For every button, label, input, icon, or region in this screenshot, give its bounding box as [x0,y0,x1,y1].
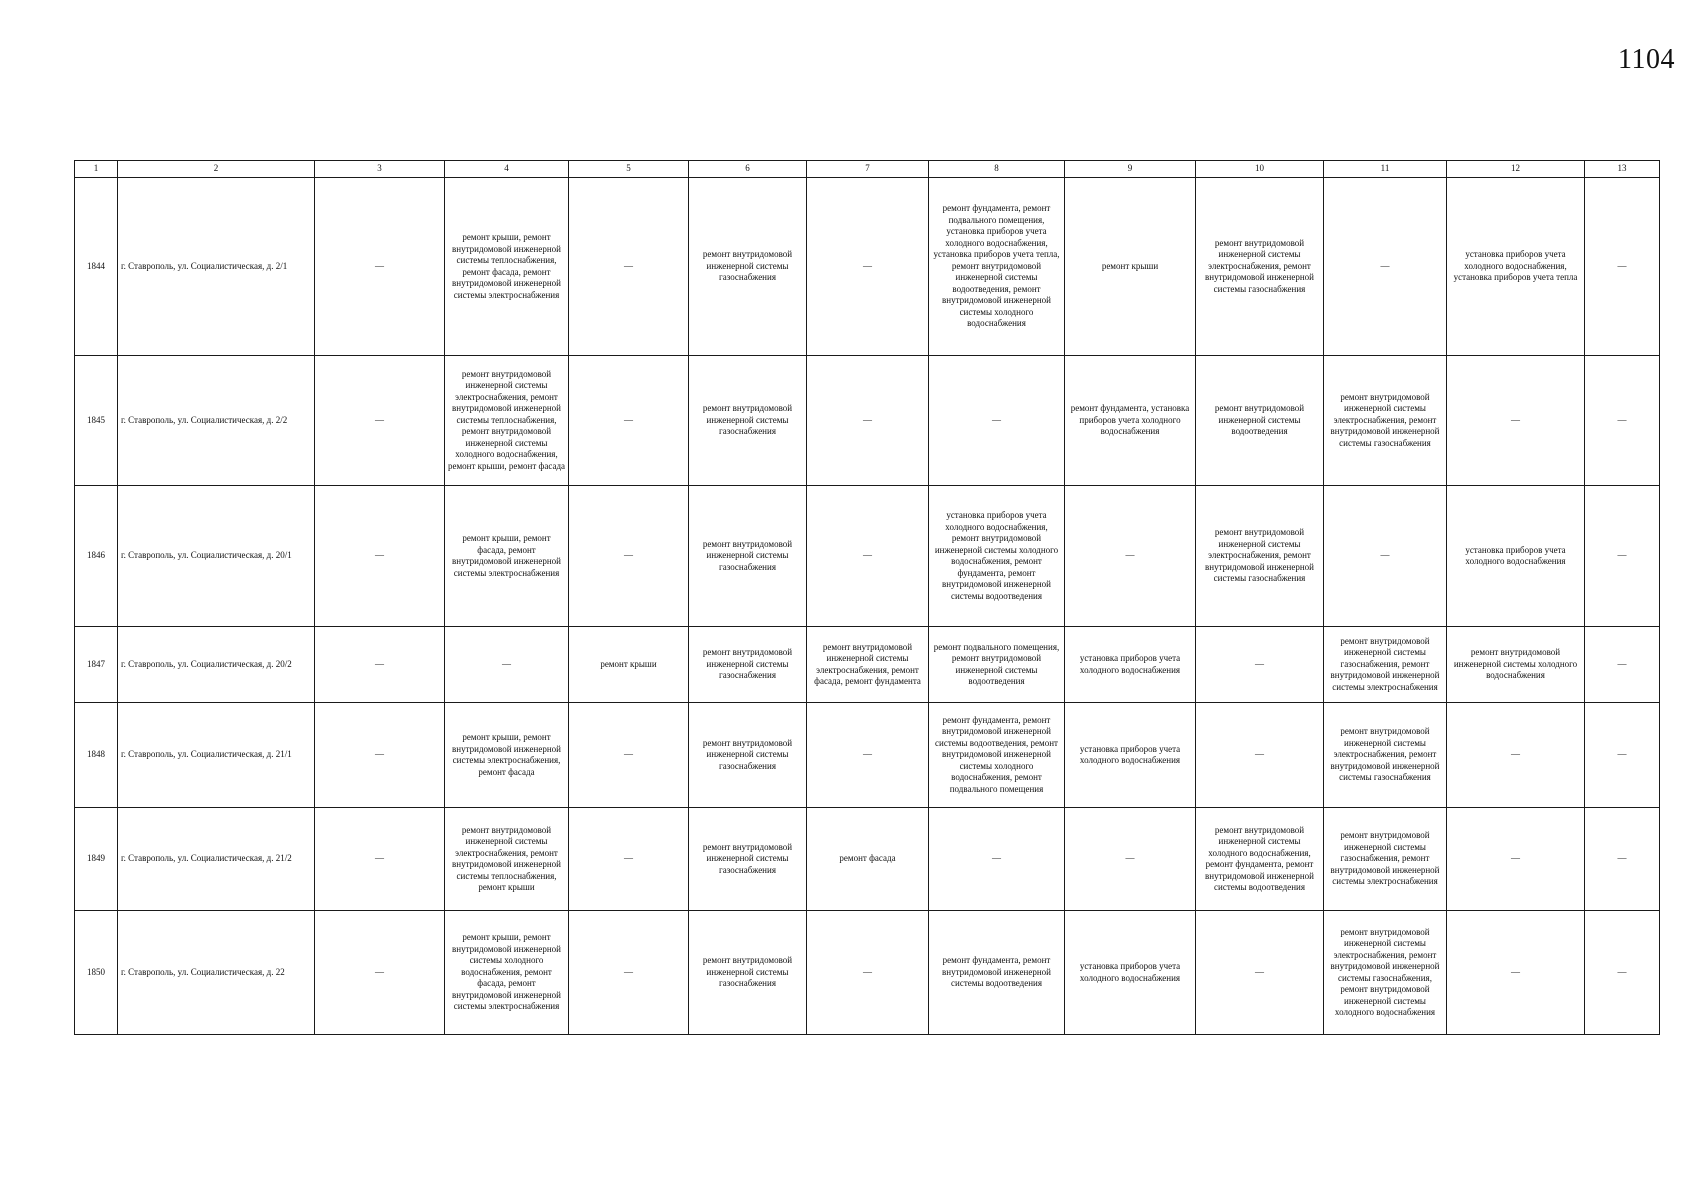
address-cell: г. Ставрополь, ул. Социалистическая, д. 20/2 [118,627,315,703]
work-cell-col-3: — [315,911,445,1035]
work-cell-col-5: — [569,178,689,356]
table-row [75,808,1660,911]
header-row [75,161,1660,178]
work-cell-col-13: — [1585,356,1660,486]
work-cell-col-6: ремонт внутридомовой инженерной системы газоснабжения [689,627,807,703]
column-header-3: 3 [315,161,445,178]
work-cell-col-3: — [315,627,445,703]
row-number: 1850 [75,911,118,1035]
table-header [75,161,1660,178]
work-cell-col-7: — [807,356,929,486]
column-header-4: 4 [445,161,569,178]
work-cell-col-11: ремонт внутридомовой инженерной системы электроснабжения, ремонт внутридомовой инженерной системы газоснабжения [1324,703,1447,808]
column-header-6: 6 [689,161,807,178]
address-cell: г. Ставрополь, ул. Социалистическая, д. 21/1 [118,703,315,808]
work-cell-col-6: ремонт внутридомовой инженерной системы газоснабжения [689,486,807,627]
work-cell-col-8: — [929,808,1065,911]
row-number: 1844 [75,178,118,356]
table-row [75,627,1660,703]
work-cell-col-12: — [1447,356,1585,486]
work-cell-col-9: — [1065,486,1196,627]
row-number: 1849 [75,808,118,911]
work-cell-col-10: — [1196,703,1324,808]
work-cell-col-5: — [569,808,689,911]
table-row [75,486,1660,627]
work-cell-col-11: — [1324,178,1447,356]
row-number: 1845 [75,356,118,486]
work-cell-col-7: ремонт фасада [807,808,929,911]
work-cell-col-4: ремонт внутридомовой инженерной системы электроснабжения, ремонт внутридомовой инженерной системы теплоснабжения, ремонт крыши [445,808,569,911]
table-row [75,356,1660,486]
work-cell-col-8: — [929,356,1065,486]
work-cell-col-13: — [1585,178,1660,356]
work-cell-col-9: установка приборов учета холодного водоснабжения [1065,627,1196,703]
work-cell-col-4: ремонт крыши, ремонт внутридомовой инженерной системы холодного водоснабжения, ремонт фасада, ремонт внутридомовой инженерной системы электроснабжения [445,911,569,1035]
work-cell-col-5: ремонт крыши [569,627,689,703]
work-cell-col-3: — [315,178,445,356]
address-cell: г. Ставрополь, ул. Социалистическая, д. 21/2 [118,808,315,911]
work-cell-col-10: ремонт внутридомовой инженерной системы водоотведения [1196,356,1324,486]
repair-schedule-table [74,160,1660,1035]
column-header-10: 10 [1196,161,1324,178]
address-cell: г. Ставрополь, ул. Социалистическая, д. 22 [118,911,315,1035]
work-cell-col-7: — [807,703,929,808]
work-cell-col-7: ремонт внутридомовой инженерной системы электроснабжения, ремонт фасада, ремонт фундамента [807,627,929,703]
work-cell-col-11: ремонт внутридомовой инженерной системы электроснабжения, ремонт внутридомовой инженерной системы газоснабжения [1324,356,1447,486]
work-cell-col-11: ремонт внутридомовой инженерной системы электроснабжения, ремонт внутридомовой инженерной системы газоснабжения, ремонт внутридомовой инженерной системы холодного водоснабжения [1324,911,1447,1035]
work-cell-col-9: установка приборов учета холодного водоснабжения [1065,911,1196,1035]
work-cell-col-13: — [1585,911,1660,1035]
work-cell-col-5: — [569,703,689,808]
work-cell-col-6: ремонт внутридомовой инженерной системы газоснабжения [689,178,807,356]
work-cell-col-4: ремонт крыши, ремонт фасада, ремонт внутридомовой инженерной системы электроснабжения [445,486,569,627]
work-cell-col-8: ремонт фундамента, ремонт внутридомовой инженерной системы водоотведения, ремонт внутридомовой инженерной системы холодного водоснабжения, ремонт подвального помещения [929,703,1065,808]
work-cell-col-11: ремонт внутридомовой инженерной системы газоснабжения, ремонт внутридомовой инженерной системы электроснабжения [1324,808,1447,911]
work-cell-col-10: ремонт внутридомовой инженерной системы электроснабжения, ремонт внутридомовой инженерной системы газоснабжения [1196,486,1324,627]
work-cell-col-13: — [1585,703,1660,808]
work-cell-col-6: ремонт внутридомовой инженерной системы газоснабжения [689,808,807,911]
work-cell-col-12: ремонт внутридомовой инженерной системы холодного водоснабжения [1447,627,1585,703]
work-cell-col-6: ремонт внутридомовой инженерной системы газоснабжения [689,356,807,486]
work-cell-col-4: — [445,627,569,703]
work-cell-col-11: ремонт внутридомовой инженерной системы газоснабжения, ремонт внутридомовой инженерной системы электроснабжения [1324,627,1447,703]
work-cell-col-7: — [807,486,929,627]
work-cell-col-10: — [1196,911,1324,1035]
table-row [75,703,1660,808]
work-cell-col-9: ремонт фундамента, установка приборов учета холодного водоснабжения [1065,356,1196,486]
work-cell-col-12: — [1447,911,1585,1035]
work-cell-col-10: ремонт внутридомовой инженерной системы электроснабжения, ремонт внутридомовой инженерной системы газоснабжения [1196,178,1324,356]
work-cell-col-3: — [315,486,445,627]
work-cell-col-4: ремонт внутридомовой инженерной системы электроснабжения, ремонт внутридомовой инженерной системы теплоснабжения, ремонт внутридомовой инженерной системы холодного водоснабжения, ремонт крыши, ремонт фасада [445,356,569,486]
work-cell-col-7: — [807,178,929,356]
work-cell-col-9: установка приборов учета холодного водоснабжения [1065,703,1196,808]
column-header-2: 2 [118,161,315,178]
work-cell-col-7: — [807,911,929,1035]
work-cell-col-12: установка приборов учета холодного водоснабжения, установка приборов учета тепла [1447,178,1585,356]
work-cell-col-8: ремонт фундамента, ремонт подвального помещения, установка приборов учета холодного водоснабжения, установка приборов учета тепла, ремонт внутридомовой инженерной системы водоотведения, ремонт внутридомовой инженерной системы холодного водоснабжения [929,178,1065,356]
work-cell-col-6: ремонт внутридомовой инженерной системы газоснабжения [689,703,807,808]
work-cell-col-13: — [1585,808,1660,911]
table-row [75,911,1660,1035]
work-cell-col-10: — [1196,627,1324,703]
work-cell-col-13: — [1585,486,1660,627]
work-cell-col-8: установка приборов учета холодного водоснабжения, ремонт внутридомовой инженерной системы холодного водоснабжения, ремонт фундамента, ремонт внутридомовой инженерной системы водоотведения [929,486,1065,627]
row-number: 1848 [75,703,118,808]
row-number: 1846 [75,486,118,627]
row-number: 1847 [75,627,118,703]
work-cell-col-12: — [1447,808,1585,911]
work-cell-col-5: — [569,486,689,627]
work-cell-col-5: — [569,911,689,1035]
column-header-7: 7 [807,161,929,178]
work-cell-col-4: ремонт крыши, ремонт внутридомовой инженерной системы электроснабжения, ремонт фасада [445,703,569,808]
column-header-9: 9 [1065,161,1196,178]
address-cell: г. Ставрополь, ул. Социалистическая, д. 2/1 [118,178,315,356]
page-number: 1104 [1618,44,1675,75]
work-cell-col-5: — [569,356,689,486]
work-cell-col-4: ремонт крыши, ремонт внутридомовой инженерной системы теплоснабжения, ремонт фасада, ремонт внутридомовой инженерной системы электроснабжения [445,178,569,356]
work-cell-col-12: — [1447,703,1585,808]
work-cell-col-9: ремонт крыши [1065,178,1196,356]
column-header-1: 1 [75,161,118,178]
column-header-5: 5 [569,161,689,178]
work-cell-col-10: ремонт внутридомовой инженерной системы холодного водоснабжения, ремонт фундамента, ремонт внутридомовой инженерной системы водоотведения [1196,808,1324,911]
work-cell-col-3: — [315,703,445,808]
work-cell-col-13: — [1585,627,1660,703]
work-cell-col-12: установка приборов учета холодного водоснабжения [1447,486,1585,627]
work-cell-col-8: ремонт подвального помещения, ремонт внутридомовой инженерной системы водоотведения [929,627,1065,703]
column-header-12: 12 [1447,161,1585,178]
address-cell: г. Ставрополь, ул. Социалистическая, д. 20/1 [118,486,315,627]
work-cell-col-3: — [315,356,445,486]
address-cell: г. Ставрополь, ул. Социалистическая, д. 2/2 [118,356,315,486]
work-cell-col-9: — [1065,808,1196,911]
work-cell-col-3: — [315,808,445,911]
table-row [75,178,1660,356]
work-cell-col-6: ремонт внутридомовой инженерной системы газоснабжения [689,911,807,1035]
table-body [75,178,1660,1035]
work-cell-col-11: — [1324,486,1447,627]
column-header-11: 11 [1324,161,1447,178]
column-header-13: 13 [1585,161,1660,178]
column-header-8: 8 [929,161,1065,178]
work-cell-col-8: ремонт фундамента, ремонт внутридомовой инженерной системы водоотведения [929,911,1065,1035]
